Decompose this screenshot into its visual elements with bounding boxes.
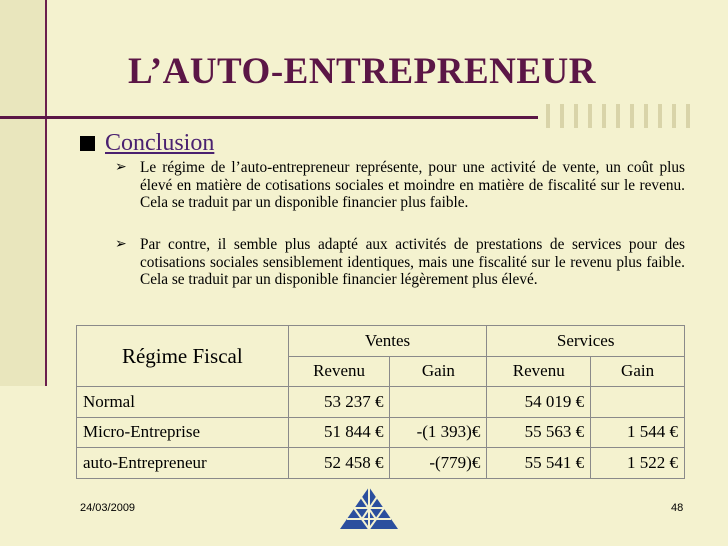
table-cell [591,387,685,418]
table-row [77,448,685,479]
table-cell: 55 563 € [487,417,591,448]
table-cell: 1 544 € [591,417,685,448]
column-header: Revenu [288,356,390,387]
conclusion-bullet [80,130,214,157]
pyramid-logo-icon [338,485,400,531]
table-header-row [77,326,685,357]
column-header: Revenu [487,356,591,387]
sub-bullet-2 [115,236,685,289]
column-header: Gain [390,356,487,387]
table-cell: 1 522 € [591,448,685,479]
table-cell [390,387,487,418]
left-sidebar-decoration [0,0,47,386]
square-bullet-icon [80,136,95,151]
row-label: Micro-Entreprise [77,417,289,448]
services-header: Services [487,326,685,357]
page-number: 48 [671,502,684,514]
regime-header: Régime Fiscal [77,326,289,387]
title-rule-left [0,116,30,119]
sub-bullet-1 [115,159,685,212]
table-cell: 54 019 € [487,387,591,418]
column-header: Gain [591,356,685,387]
arrow-bullet-icon: ➢ [115,160,127,175]
arrow-bullet-icon: ➢ [115,237,127,252]
row-label: Normal [77,387,289,418]
comparison-table [76,325,685,479]
table-cell: -(1 393)€ [390,417,487,448]
table-cell: -(779)€ [390,448,487,479]
table-row [77,417,685,448]
table-cell: 51 844 € [288,417,390,448]
slide-title: L’AUTO-ENTREPRENEUR [128,51,596,92]
table-cell: 55 541 € [487,448,591,479]
table-cell: 52 458 € [288,448,390,479]
conclusion-heading: Conclusion [105,130,215,156]
ventes-header: Ventes [288,326,487,357]
sub-bullet-text: Par contre, il semble plus adapté aux activités de prestations de services pour des cotisations sociales sensiblement identiques, mais une fiscalité sur le revenu plus faible. Cela se traduit par un disponible financier légèrement plus élevé. [140,236,685,288]
title-rule [28,116,538,119]
table-cell: 53 237 € [288,387,390,418]
table-row [77,387,685,418]
grid-decoration [546,104,696,128]
row-label: auto-Entrepreneur [77,448,289,479]
footer-date: 24/03/2009 [80,502,136,514]
sub-bullet-text: Le régime de l’auto-entrepreneur représente, pour une activité de vente, un coût plus élevé en matière de cotisations sociales et moindre en matière de fiscalité sur le revenu. Cela se traduit par un disponible financier plus faible. [140,159,685,211]
